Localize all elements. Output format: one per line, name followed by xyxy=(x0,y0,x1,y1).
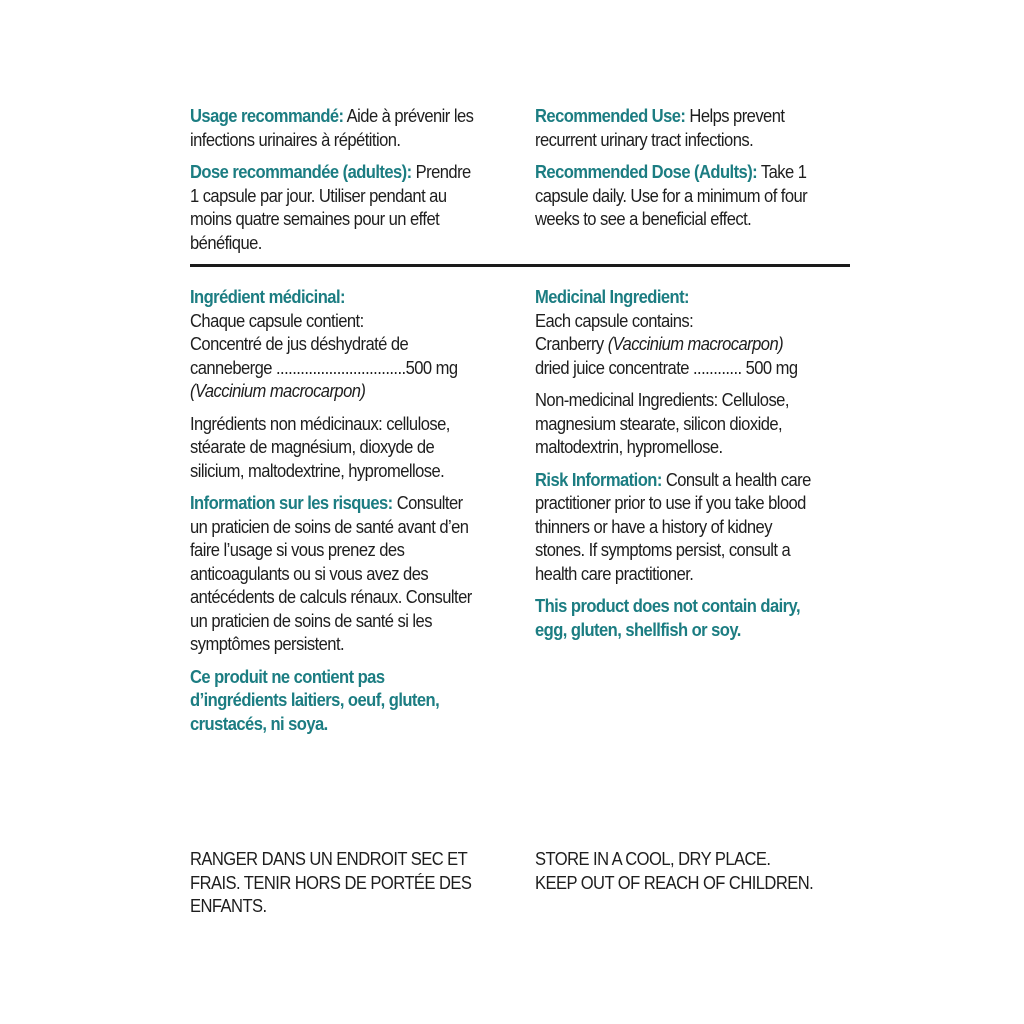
french-risk-3: faire l’usage si vous prenez des xyxy=(190,540,405,560)
french-risk-2: un praticien de soins de santé avant d’en xyxy=(190,516,469,537)
french-risk-7: symptômes persistent. xyxy=(190,634,345,654)
english-risk-5: health care practitioner. xyxy=(535,563,694,584)
english-usage-text-2: recurrent urinary tract infections. xyxy=(535,129,754,150)
french-risk-label: Information sur les risques: xyxy=(190,493,393,513)
french-ingredients-section xyxy=(190,286,494,745)
english-nonmedicinal-2: magnesium stearate, silicon dioxide, xyxy=(535,413,783,434)
french-risk-6: un praticien de soins de santé si les xyxy=(190,610,432,631)
french-allergen-statement xyxy=(190,666,494,737)
french-dose-text: Prendre xyxy=(411,162,471,182)
english-usage-section xyxy=(535,105,839,241)
french-dose-text-4: bénéfique. xyxy=(190,232,262,253)
french-medicinal-label: Ingrédient médicinal: xyxy=(190,287,345,307)
english-risk-3: thinners or have a history of kidney xyxy=(535,516,772,537)
english-usage-text: Helps prevent xyxy=(685,106,785,126)
english-risk-1: Consult a health care xyxy=(661,469,811,490)
french-storage-2: FRAIS. TENIR HORS DE PORTÉE DES xyxy=(190,872,472,893)
french-medicinal-paragraph xyxy=(190,286,494,404)
english-storage-2: KEEP OUT OF REACH OF CHILDREN. xyxy=(535,872,814,893)
french-usage-text: Aide à prévenir les xyxy=(343,106,474,126)
french-medicinal-line-3: canneberge ................................500 mg xyxy=(190,357,458,378)
french-storage-instructions xyxy=(190,848,471,919)
french-risk-4: anticoagulants ou si vous avez des xyxy=(190,563,429,584)
english-risk-4: stones. If symptoms persist, consult a xyxy=(535,540,791,560)
english-nonmedicinal-1: Non-medicinal Ingredients: Cellulose, xyxy=(535,390,789,410)
french-usage-text-2: infections urinaires à répétition. xyxy=(190,129,401,150)
french-allergen-1: Ce produit ne contient pas xyxy=(190,666,385,687)
english-medicinal-paragraph xyxy=(535,286,839,380)
french-allergen-2: d’ingrédients laitiers, oeuf, gluten, xyxy=(190,690,440,710)
french-dose-paragraph xyxy=(190,161,494,255)
english-dose-text-2: capsule daily. Use for a minimum of four xyxy=(535,185,808,206)
english-medicinal-line-1: Each capsule contains: xyxy=(535,310,694,331)
english-dose-paragraph xyxy=(535,161,839,232)
english-allergen-1: This product does not contain dairy, xyxy=(535,596,801,616)
english-allergen-2: egg, gluten, shellfish or soy. xyxy=(535,619,741,640)
english-dose-text: Take 1 xyxy=(757,162,807,182)
section-divider xyxy=(190,264,850,267)
english-medicinal-line-3: dried juice concentrate ............ 500 mg xyxy=(535,357,798,378)
french-nonmedicinal-2: stéarate de magnésium, dioxyde de xyxy=(190,437,435,457)
french-dose-text-2: 1 capsule par jour. Utiliser pendant au xyxy=(190,185,447,206)
french-allergen-3: crustacés, ni soya. xyxy=(190,713,328,734)
french-risk-1: Consulter xyxy=(392,493,463,513)
french-dose-label: Dose recommandée (adultes): xyxy=(190,162,412,182)
english-ingredients-section xyxy=(535,286,839,651)
english-storage-instructions xyxy=(535,848,813,895)
english-risk-paragraph xyxy=(535,469,839,587)
french-medicinal-line-1: Chaque capsule contient: xyxy=(190,310,364,331)
english-risk-label: Risk Information: xyxy=(535,469,662,490)
english-nonmedicinal-3: maltodextrin, hypromellose. xyxy=(535,437,723,457)
french-nonmedicinal-3: silicium, maltodextrine, hypromellose. xyxy=(190,460,445,481)
french-nonmedicinal-paragraph xyxy=(190,413,494,484)
english-medicinal-line-2: Cranberry xyxy=(535,334,608,354)
french-dose-text-3: moins quatre semaines pour un effet xyxy=(190,209,440,229)
french-usage-label: Usage recommandé: xyxy=(190,106,344,126)
english-usage-paragraph xyxy=(535,105,839,152)
french-risk-5: antécédents de calculs rénaux. Consulter xyxy=(190,587,472,607)
english-risk-2: practitioner prior to use if you take blood xyxy=(535,493,806,513)
english-storage-1: STORE IN A COOL, DRY PLACE. xyxy=(535,849,771,869)
french-medicinal-line-2: Concentré de jus déshydraté de xyxy=(190,334,409,354)
french-storage-1: RANGER DANS UN ENDROIT SEC ET xyxy=(190,849,468,869)
english-usage-label: Recommended Use: xyxy=(535,106,686,126)
french-usage-paragraph xyxy=(190,105,494,152)
french-risk-paragraph xyxy=(190,492,494,657)
english-allergen-statement xyxy=(535,595,839,642)
english-dose-label: Recommended Dose (Adults): xyxy=(535,162,758,182)
french-medicinal-latin: (Vaccinium macrocarpon) xyxy=(190,381,366,401)
french-storage-3: ENFANTS. xyxy=(190,896,267,916)
english-medicinal-latin: (Vaccinium macrocarpon) xyxy=(607,334,784,354)
french-usage-section xyxy=(190,105,494,264)
english-medicinal-label: Medicinal Ingredient: xyxy=(535,287,690,307)
french-nonmedicinal-1: Ingrédients non médicinaux: cellulose, xyxy=(190,413,450,434)
english-nonmedicinal-paragraph xyxy=(535,389,839,460)
english-dose-text-3: weeks to see a beneficial effect. xyxy=(535,209,752,229)
